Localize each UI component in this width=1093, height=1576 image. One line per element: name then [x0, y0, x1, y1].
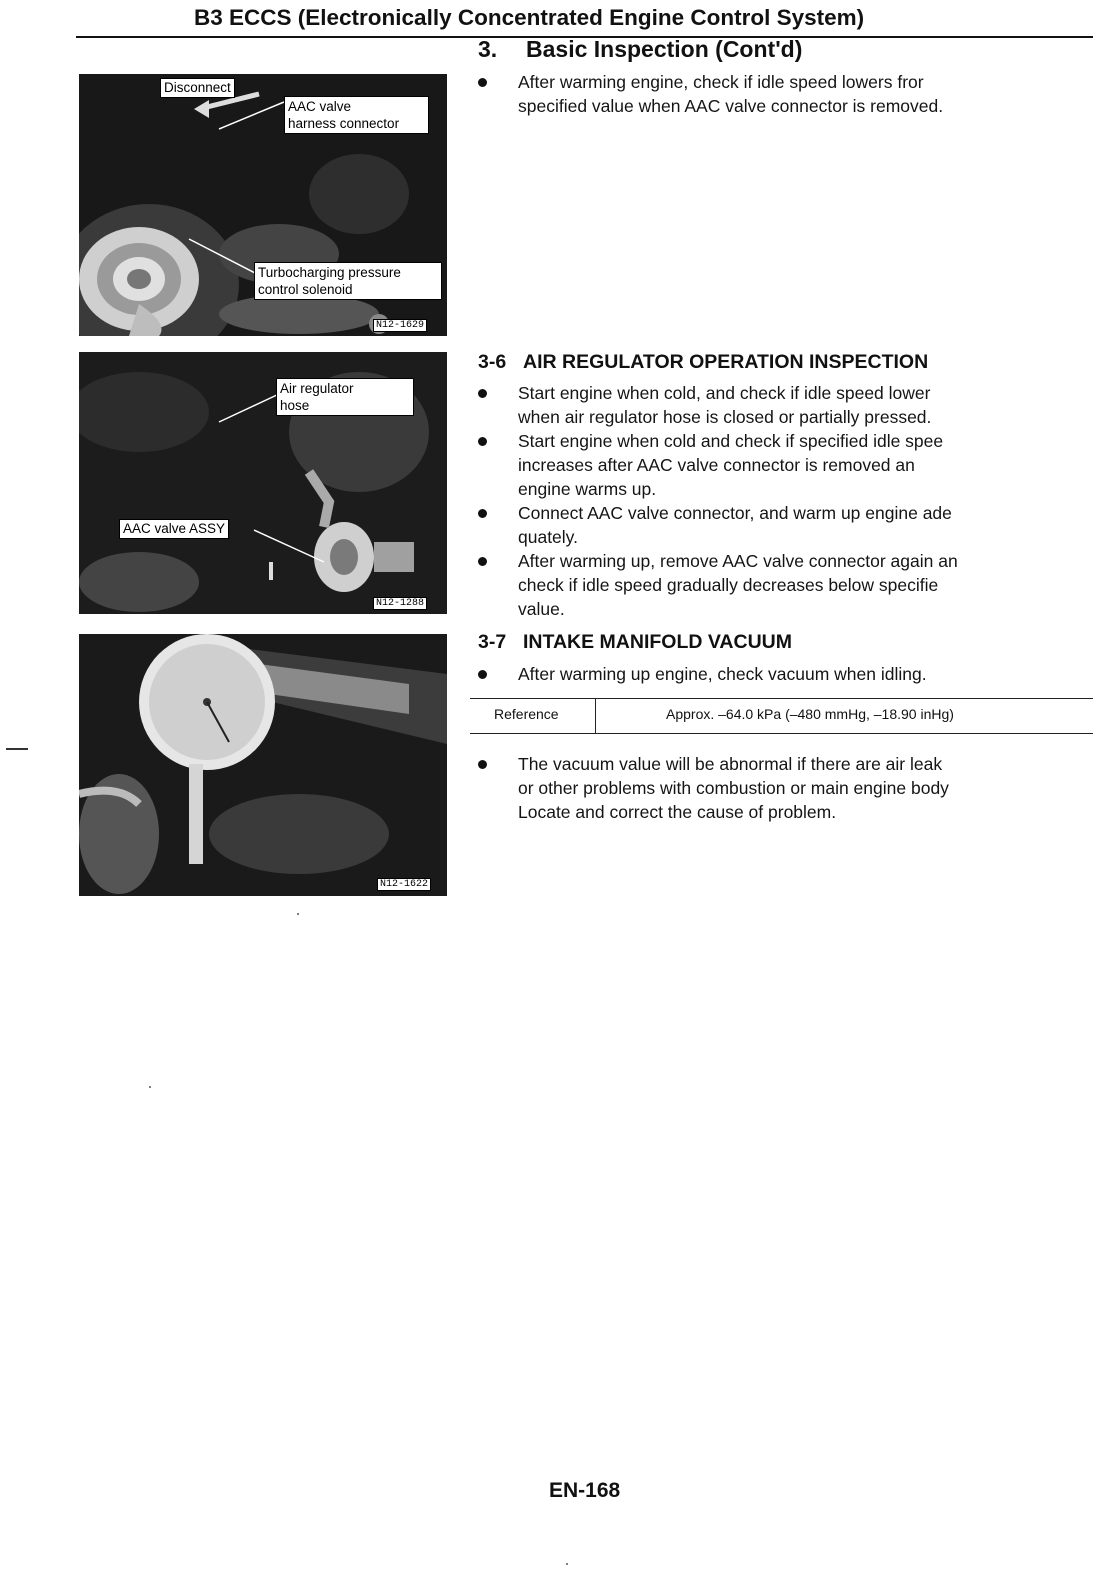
callout-line: control solenoid: [258, 282, 353, 297]
callout-label: [254, 262, 442, 300]
bullet-line: After warming engine, check if idle speed lowers fror: [518, 72, 924, 92]
section-title: [478, 36, 802, 63]
bullet-icon: [478, 670, 487, 679]
bullet-item: [478, 70, 1093, 118]
bullet-icon: [478, 509, 487, 518]
callout-line: Air regulator: [280, 381, 354, 396]
callout-line: hose: [280, 398, 310, 413]
bullet-item: [478, 381, 1093, 429]
reference-value: Approx. –64.0 kPa (–480 mmHg, –18.90 inHg): [666, 706, 954, 722]
callout-label: [284, 96, 429, 134]
engine-photo-vacuum-gauge: [79, 634, 447, 896]
bullet-line: when air regulator hose is closed or partially pressed.: [518, 407, 932, 427]
heading-number: 3-6: [478, 351, 507, 373]
air-regulator-bullet-list: [478, 381, 1093, 621]
bullet-line: Connect AAC valve connector, and warm up engine ade: [518, 503, 952, 523]
reference-label: Reference: [494, 706, 559, 722]
section-title-text: Basic Inspection (Cont'd): [526, 36, 803, 62]
page-header: [76, 2, 1093, 38]
bullet-line: Start engine when cold and check if specified idle spee: [518, 431, 944, 451]
margin-mark: [6, 748, 28, 750]
bullet-line: increases after AAC valve connector is removed an: [518, 455, 915, 475]
scan-speck: [297, 913, 299, 915]
bullet-line: After warming up, remove AAC valve connector again an: [518, 551, 958, 571]
bullet-item: [478, 549, 1093, 621]
callout-line: Turbocharging pressure: [258, 265, 401, 280]
engine-photo-air-regulator: [79, 352, 447, 614]
bullet-item: [478, 662, 1093, 686]
bullet-line: quately.: [518, 527, 578, 547]
engine-photo-art: [79, 634, 447, 896]
callout-label: Disconnect: [160, 78, 235, 98]
vacuum-note-bullet-list: [478, 752, 1093, 824]
page-header-title: B3 ECCS (Electronically Concentrated Engine Control System): [194, 5, 865, 30]
heading-number: 3-7: [478, 631, 507, 653]
intake-vacuum-heading: [478, 631, 792, 654]
scan-speck: [149, 1086, 151, 1088]
bullet-line: engine warms up.: [518, 479, 657, 499]
bullet-line: value.: [518, 599, 565, 619]
bullet-line: specified value when AAC valve connector is removed.: [518, 96, 944, 116]
section-number: 3.: [478, 36, 498, 62]
air-regulator-heading: [478, 351, 928, 374]
callout-label: AAC valve ASSY: [119, 519, 229, 539]
bullet-icon: [478, 760, 487, 769]
bullet-line: After warming up engine, check vacuum when idling.: [518, 664, 927, 684]
bullet-item: [478, 429, 1093, 501]
heading-text: INTAKE MANIFOLD VACUUM: [523, 631, 793, 653]
bullet-line: Start engine when cold, and check if idle speed lower: [518, 383, 931, 403]
figure-code: N12-1288: [373, 597, 427, 610]
callout-line: harness connector: [288, 116, 400, 131]
figure-code: N12-1622: [377, 878, 431, 891]
bullet-line: The vacuum value will be abnormal if there are air leak: [518, 754, 943, 774]
bullet-item: [478, 752, 1093, 824]
intake-vacuum-bullet-list: [478, 662, 1093, 686]
engine-photo-aac-connector: [79, 74, 447, 336]
callout-line: AAC valve: [288, 99, 352, 114]
page-number: EN-168: [549, 1479, 621, 1502]
heading-text: AIR REGULATOR OPERATION INSPECTION: [523, 351, 929, 373]
bullet-icon: [478, 437, 487, 446]
figure-code: N12-1629: [373, 319, 427, 332]
callout-label: [276, 378, 414, 416]
scan-speck: [566, 1563, 568, 1565]
bullet-icon: [478, 557, 487, 566]
table-divider: [595, 699, 596, 733]
reference-table: [470, 698, 1093, 734]
bullet-icon: [478, 389, 487, 398]
bullet-line: or other problems with combustion or main engine body: [518, 778, 949, 798]
bullet-item: [478, 501, 1093, 549]
bullet-line: check if idle speed gradually decreases below specifie: [518, 575, 939, 595]
intro-bullet-list: [478, 70, 1093, 118]
bullet-icon: [478, 78, 487, 87]
bullet-line: Locate and correct the cause of problem.: [518, 802, 837, 822]
